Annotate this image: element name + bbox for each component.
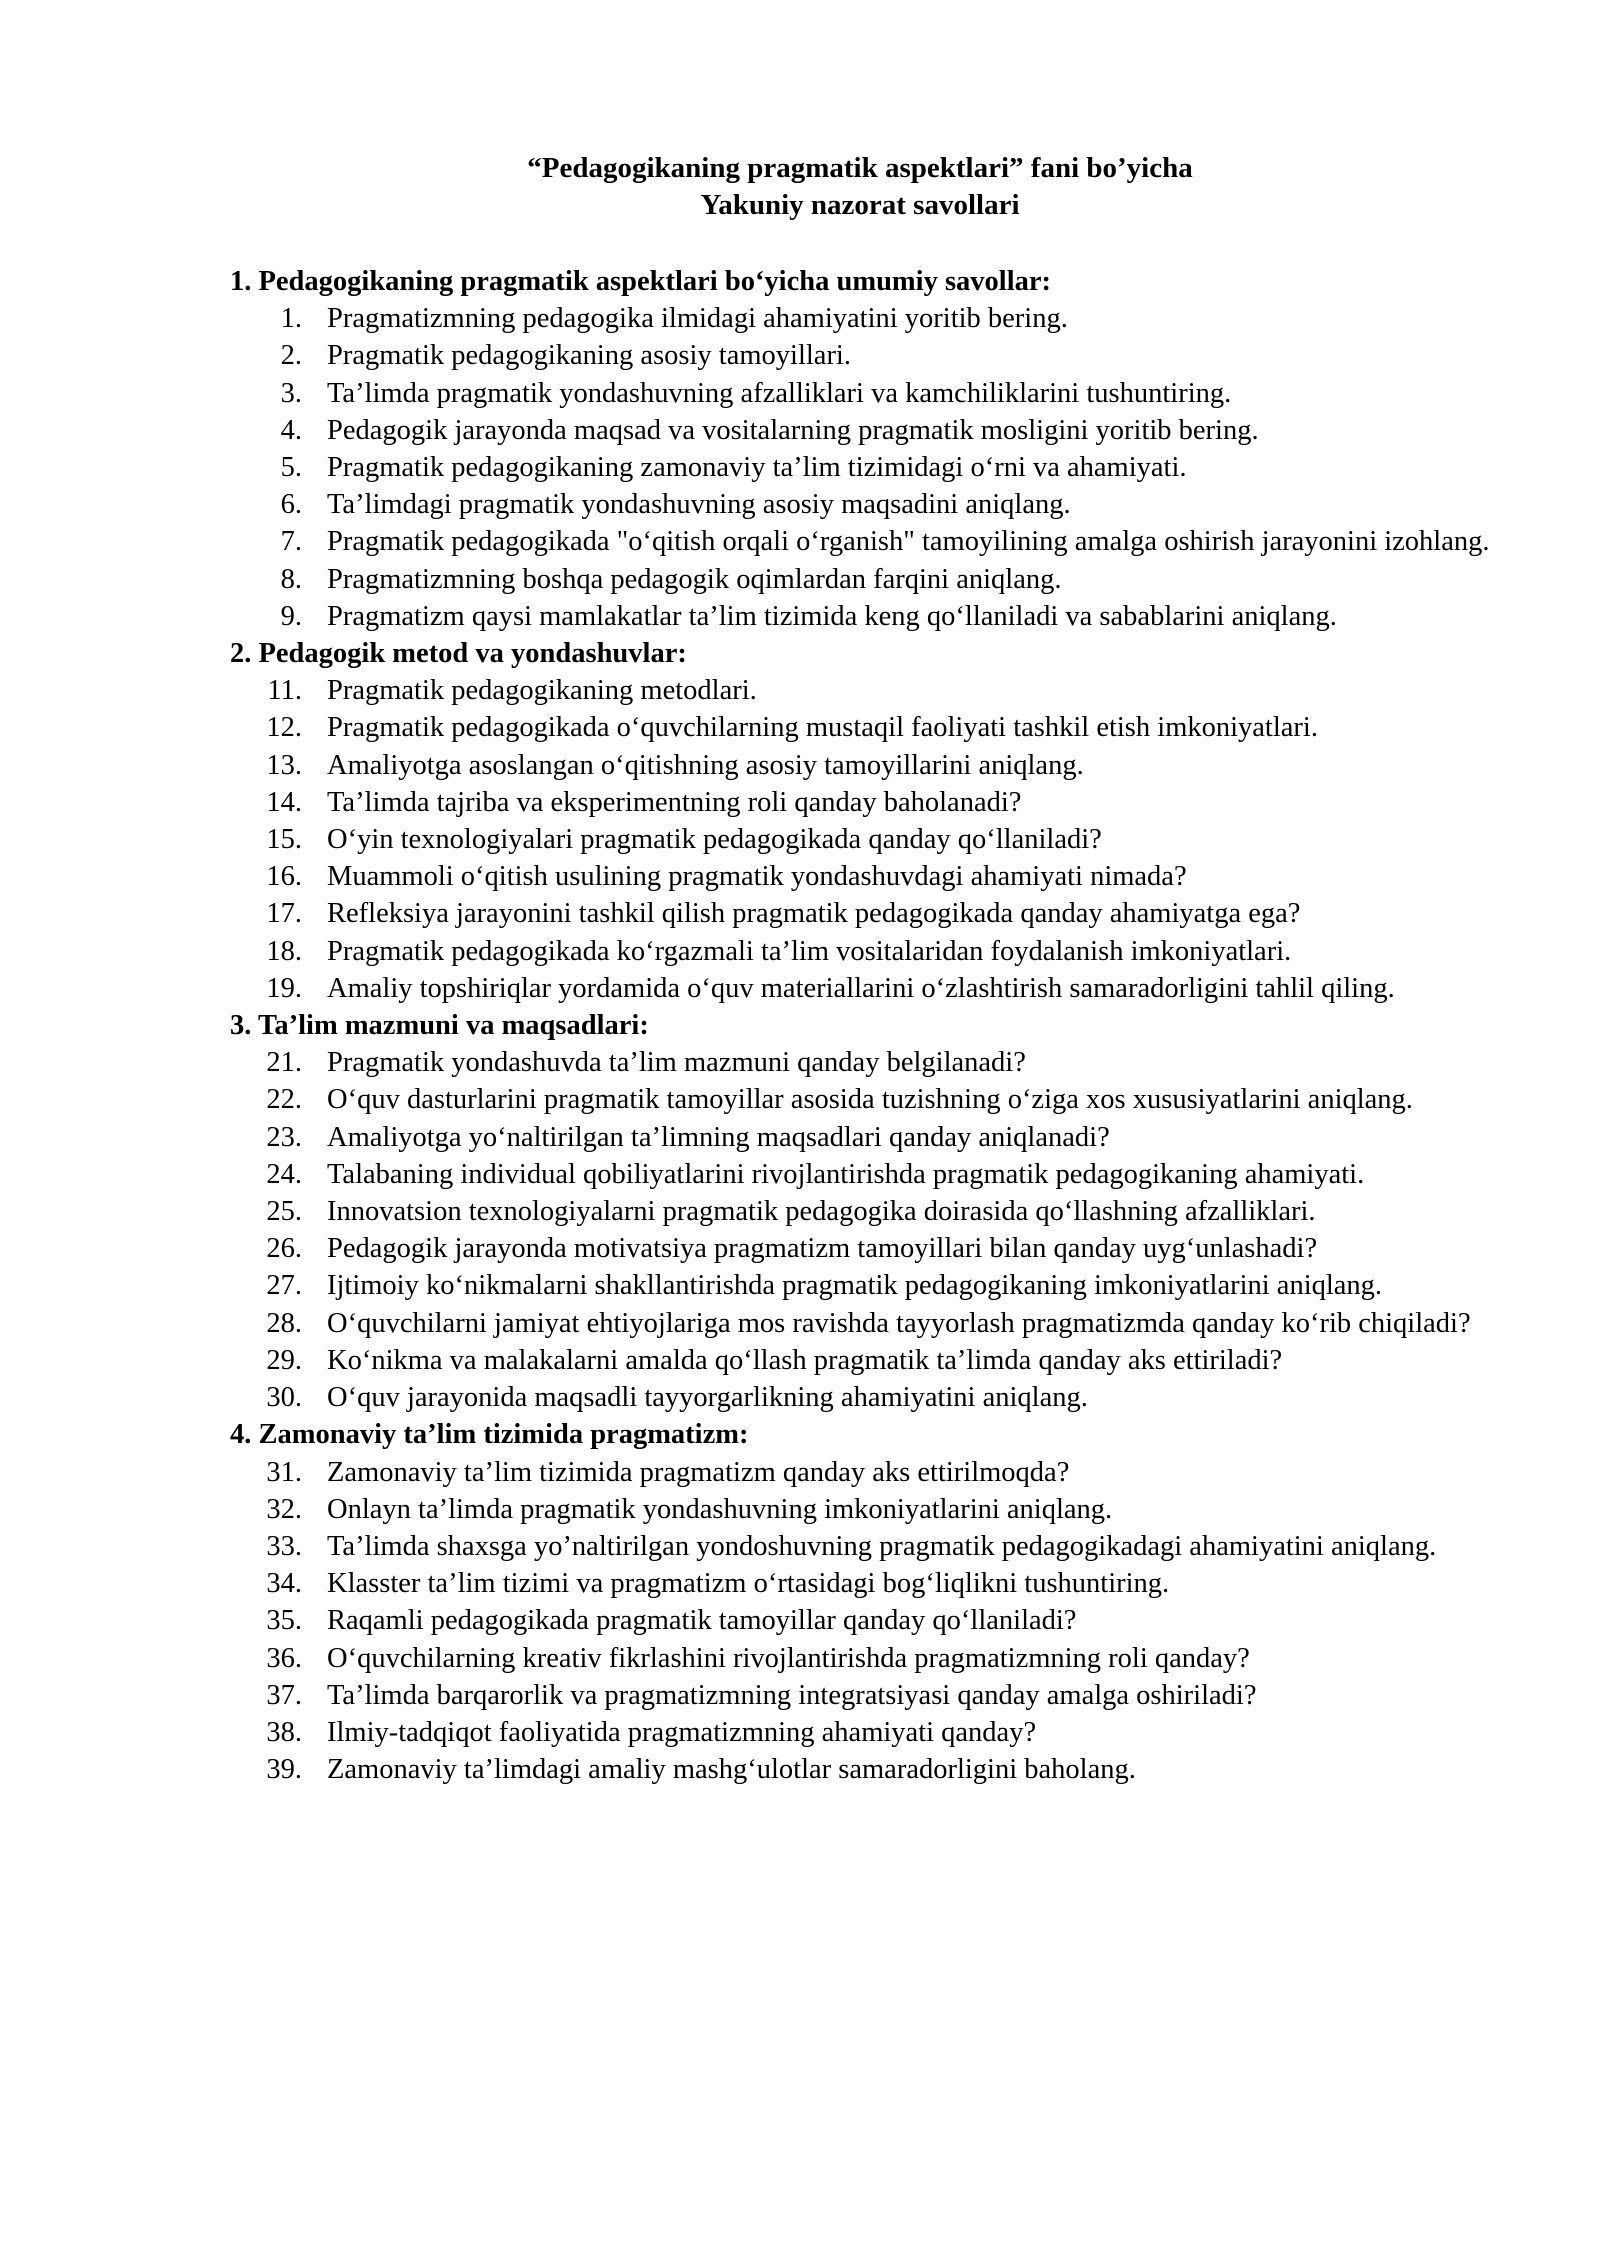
question-section bbox=[230, 1007, 1496, 1416]
question-text: Ta’limda pragmatik yondashuvning afzalliklari va kamchiliklarini tushuntiring. bbox=[327, 377, 1232, 409]
question-item bbox=[230, 1528, 1496, 1565]
question-number: 24. bbox=[266, 1158, 302, 1190]
question-text: Pragmatizmning pedagogika ilmidagi ahamiyatini yoritib bering. bbox=[327, 303, 1068, 335]
question-sections bbox=[230, 263, 1496, 1788]
question-text: O‘quv dasturlarini pragmatik tamoyillar asosida tuzishning o‘ziga xos xususiyatlarini aniqlang. bbox=[327, 1084, 1413, 1116]
question-item bbox=[230, 895, 1496, 932]
question-number: 2. bbox=[280, 340, 302, 372]
question-text: Amaliyotga yo‘naltirilgan ta’limning maqsadlari qanday aniqlanadi? bbox=[327, 1121, 1110, 1153]
question-number: 35. bbox=[266, 1605, 302, 1637]
question-text: Pragmatik yondashuvda ta’lim mazmuni qanday belgilanadi? bbox=[327, 1047, 1026, 1079]
question-item bbox=[230, 1454, 1496, 1491]
question-item bbox=[230, 709, 1496, 746]
question-number: 30. bbox=[266, 1382, 302, 1414]
question-item bbox=[230, 1156, 1496, 1193]
question-text: Ta’limdagi pragmatik yondashuvning asosiy maqsadini aniqlang. bbox=[327, 489, 1071, 521]
question-item bbox=[230, 1751, 1496, 1788]
question-text: Pragmatik pedagogikada "o‘qitish orqali o‘rganish" tamoyilining amalga oshirish jarayonini izohlang. bbox=[327, 526, 1490, 558]
question-text: Onlayn ta’limda pragmatik yondashuvning imkoniyatlarini aniqlang. bbox=[327, 1493, 1113, 1525]
question-number: 19. bbox=[266, 972, 302, 1004]
question-number: 15. bbox=[266, 824, 302, 856]
question-number: 36. bbox=[266, 1642, 302, 1674]
question-item bbox=[230, 1267, 1496, 1304]
question-item bbox=[230, 1193, 1496, 1230]
title-line-1: “Pedagogikaning pragmatik aspektlari” fani bo’yicha bbox=[527, 152, 1193, 184]
question-text: Pragmatizmning boshqa pedagogik oqimlardan farqini aniqlang. bbox=[327, 563, 1062, 595]
title-line-2: Yakuniy nazorat savollari bbox=[700, 189, 1020, 221]
question-item bbox=[230, 1230, 1496, 1267]
question-number: 6. bbox=[280, 489, 302, 521]
question-text: O‘yin texnologiyalari pragmatik pedagogikada qanday qo‘llaniladi? bbox=[327, 824, 1102, 856]
question-text: Ta’limda tajriba va eksperimentning roli qanday baholanadi? bbox=[327, 786, 1022, 818]
question-item bbox=[230, 672, 1496, 709]
question-item bbox=[230, 970, 1496, 1007]
question-number: 9. bbox=[280, 600, 302, 632]
question-text: Ta’limda barqarorlik va pragmatizmning integratsiyasi qanday amalga oshiriladi? bbox=[327, 1679, 1257, 1711]
question-text: Amaliy topshiriqlar yordamida o‘quv materiallarini o‘zlashtirish samaradorligini tahlil qiling. bbox=[327, 972, 1395, 1004]
section-heading: 2. Pedagogik metod va yondashuvlar: bbox=[230, 638, 687, 670]
question-item bbox=[230, 933, 1496, 970]
question-number: 1. bbox=[280, 303, 302, 335]
question-item bbox=[230, 1677, 1496, 1714]
question-section bbox=[230, 1416, 1496, 1788]
question-number: 37. bbox=[266, 1679, 302, 1711]
question-number: 26. bbox=[266, 1233, 302, 1265]
question-item bbox=[230, 821, 1496, 858]
question-item bbox=[230, 1119, 1496, 1156]
question-text: Pragmatik pedagogikaning zamonaviy ta’lim tizimidagi o‘rni va ahamiyati. bbox=[327, 452, 1187, 484]
question-number: 4. bbox=[280, 414, 302, 446]
question-section bbox=[230, 635, 1496, 1007]
question-number: 29. bbox=[266, 1344, 302, 1376]
question-number: 33. bbox=[266, 1530, 302, 1562]
question-list bbox=[230, 300, 1496, 635]
question-list bbox=[230, 672, 1496, 1007]
question-item bbox=[230, 1640, 1496, 1677]
question-text: Muammoli o‘qitish usulining pragmatik yondashuvdagi ahamiyati nimada? bbox=[327, 861, 1187, 893]
question-text: Pedagogik jarayonda motivatsiya pragmatizm tamoyillari bilan qanday uyg‘unlashadi? bbox=[327, 1233, 1318, 1265]
question-item bbox=[230, 300, 1496, 337]
question-item bbox=[230, 858, 1496, 895]
question-number: 5. bbox=[280, 452, 302, 484]
question-number: 13. bbox=[266, 749, 302, 781]
question-item bbox=[230, 1044, 1496, 1081]
question-item bbox=[230, 412, 1496, 449]
question-number: 11. bbox=[267, 675, 302, 707]
question-item bbox=[230, 747, 1496, 784]
question-item bbox=[230, 1081, 1496, 1118]
question-text: Zamonaviy ta’limdagi amaliy mashg‘ulotlar samaradorligini baholang. bbox=[327, 1754, 1136, 1786]
question-number: 34. bbox=[266, 1568, 302, 1600]
question-text: Raqamli pedagogikada pragmatik tamoyillar qanday qo‘llaniladi? bbox=[327, 1605, 1077, 1637]
question-number: 23. bbox=[266, 1121, 302, 1153]
question-number: 18. bbox=[266, 935, 302, 967]
question-number: 14. bbox=[266, 786, 302, 818]
question-number: 39. bbox=[266, 1754, 302, 1786]
question-item bbox=[230, 1565, 1496, 1602]
question-item bbox=[230, 561, 1496, 598]
question-text: Ta’limda shaxsga yo’naltirilgan yondoshuvning pragmatik pedagogikadagi ahamiyatini aniqlang. bbox=[327, 1530, 1437, 1562]
section-heading: 3. Ta’lim mazmuni va maqsadlari: bbox=[230, 1010, 649, 1042]
question-item bbox=[230, 1342, 1496, 1379]
question-item bbox=[230, 1602, 1496, 1639]
question-number: 3. bbox=[280, 377, 302, 409]
question-number: 32. bbox=[266, 1493, 302, 1525]
question-text: Ijtimoiy ko‘nikmalarni shakllantirishda pragmatik pedagogikaning imkoniyatlarini aniqlang. bbox=[327, 1270, 1383, 1302]
question-item bbox=[230, 1491, 1496, 1528]
question-text: Talabaning individual qobiliyatlarini rivojlantirishda pragmatik pedagogikaning ahamiyati. bbox=[327, 1158, 1365, 1190]
question-item bbox=[230, 337, 1496, 374]
question-text: Pedagogik jarayonda maqsad va vositalarning pragmatik mosligini yoritib bering. bbox=[327, 414, 1259, 446]
question-item bbox=[230, 784, 1496, 821]
question-item bbox=[230, 375, 1496, 412]
question-list bbox=[230, 1044, 1496, 1416]
question-number: 38. bbox=[266, 1716, 302, 1748]
question-item bbox=[230, 449, 1496, 486]
question-item bbox=[230, 1714, 1496, 1751]
question-text: Pragmatik pedagogikada o‘quvchilarning mustaqil faoliyati tashkil etish imkoniyatlari. bbox=[327, 712, 1318, 744]
question-text: Pragmatik pedagogikaning asosiy tamoyillari. bbox=[327, 340, 851, 372]
question-number: 16. bbox=[266, 861, 302, 893]
question-number: 27. bbox=[266, 1270, 302, 1302]
question-number: 22. bbox=[266, 1084, 302, 1116]
question-item bbox=[230, 523, 1496, 560]
question-number: 25. bbox=[266, 1196, 302, 1228]
question-text: O‘quvchilarni jamiyat ehtiyojlariga mos ravishda tayyorlash pragmatizmda qanday ko‘rib chiqiladi? bbox=[327, 1307, 1471, 1339]
question-number: 17. bbox=[266, 898, 302, 930]
question-list bbox=[230, 1454, 1496, 1789]
question-item bbox=[230, 1305, 1496, 1342]
question-text: Ilmiy-tadqiqot faoliyatida pragmatizmning ahamiyati qanday? bbox=[327, 1716, 1037, 1748]
document-title bbox=[230, 150, 1490, 224]
question-number: 8. bbox=[280, 563, 302, 595]
question-text: Klasster ta’lim tizimi va pragmatizm o‘rtasidagi bog‘liqlikni tushuntiring. bbox=[327, 1568, 1170, 1600]
question-text: Refleksiya jarayonini tashkil qilish pragmatik pedagogikada qanday ahamiyatga ega? bbox=[327, 898, 1301, 930]
question-number: 12. bbox=[266, 712, 302, 744]
question-text: Innovatsion texnologiyalarni pragmatik pedagogika doirasida qo‘llashning afzalliklari. bbox=[327, 1196, 1316, 1228]
question-number: 28. bbox=[266, 1307, 302, 1339]
question-item bbox=[230, 598, 1496, 635]
question-text: Amaliyotga asoslangan o‘qitishning asosiy tamoyillarini aniqlang. bbox=[327, 749, 1084, 781]
question-number: 21. bbox=[266, 1047, 302, 1079]
section-heading: 4. Zamonaviy ta’lim tizimida pragmatizm: bbox=[230, 1419, 749, 1451]
question-section bbox=[230, 263, 1496, 635]
question-text: Zamonaviy ta’lim tizimida pragmatizm qanday aks ettirilmoqda? bbox=[327, 1456, 1070, 1488]
question-text: Pragmatik pedagogikaning metodlari. bbox=[327, 675, 757, 707]
question-text: Pragmatizm qaysi mamlakatlar ta’lim tizimida keng qo‘llaniladi va sabablarini aniqlang. bbox=[327, 600, 1337, 632]
question-text: O‘quvchilarning kreativ fikrlashini rivojlantirishda pragmatizmning roli qanday? bbox=[327, 1642, 1250, 1674]
question-text: O‘quv jarayonida maqsadli tayyorgarlikning ahamiyatini aniqlang. bbox=[327, 1382, 1088, 1414]
question-number: 31. bbox=[266, 1456, 302, 1488]
question-text: Ko‘nikma va malakalarni amalda qo‘llash pragmatik ta’limda qanday aks ettiriladi? bbox=[327, 1344, 1283, 1376]
question-number: 7. bbox=[280, 526, 302, 558]
question-item bbox=[230, 1379, 1496, 1416]
question-item bbox=[230, 486, 1496, 523]
section-heading: 1. Pedagogikaning pragmatik aspektlari bo‘yicha umumiy savollar: bbox=[230, 266, 1052, 297]
question-text: Pragmatik pedagogikada ko‘rgazmali ta’lim vositalaridan foydalanish imkoniyatlari. bbox=[327, 935, 1292, 967]
